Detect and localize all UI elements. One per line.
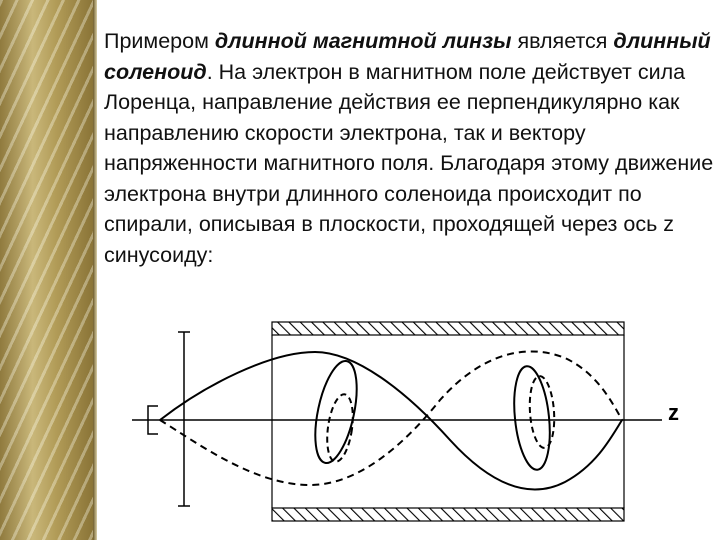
- text-part-3: . На электрон в магнитном поле действует сила Лоренца, направление действия ее перпендикулярно как направлению скорости электрона, так и вектору напряженности магнитного поля. Благодаря этому движение электрона внутри длинного соленоида происходит по спирали, описывая в плоскости, проходящей через ось z синусоиду:: [104, 59, 714, 267]
- helix-loop-1-solid: [308, 357, 365, 466]
- solenoid-bottom-wall: [272, 508, 624, 521]
- term-long-solenoid: длинный соленоид: [104, 29, 711, 84]
- electron-trajectory-solid: [160, 352, 622, 490]
- term-long-magnetic-lens: длинной магнитной линзы: [214, 29, 512, 53]
- electron-trajectory-dashed: [160, 351, 622, 485]
- z-axis-label: z: [668, 400, 679, 425]
- helix-loop-2-solid: [510, 365, 555, 472]
- solenoid-top-wall: [272, 322, 624, 335]
- text-part-1: Примером: [104, 29, 215, 53]
- text-part-2: является: [511, 29, 614, 53]
